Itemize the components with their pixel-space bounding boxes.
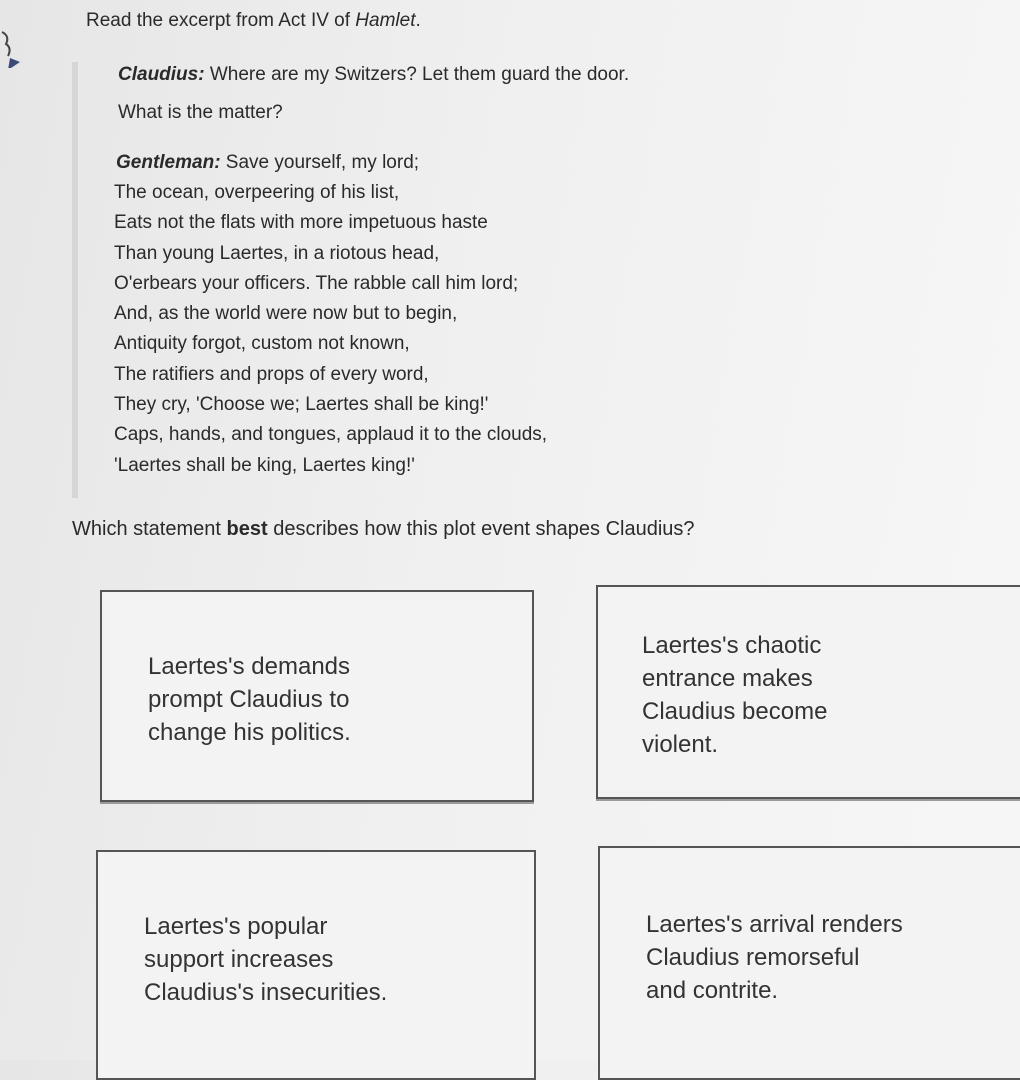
option-line: Laertes's chaotic [642,632,822,659]
answer-option-2[interactable] [596,585,1020,799]
option-line: Claudius's insecurities. [144,979,388,1006]
verse-line: They cry, 'Choose we; Laertes shall be king!' [114,394,489,416]
option-text [144,910,387,1009]
option-line: Laertes's popular [144,913,328,940]
work-title: Hamlet [355,10,416,31]
prompt-text [86,10,421,32]
verse-line: Antiquity forgot, custom not known, [114,333,410,355]
speaker-gentleman: Gentleman: [116,152,221,173]
prompt-prefix: Read the excerpt from Act IV of [86,10,356,31]
question-emphasis: best [226,518,268,540]
verse-line: The ratifiers and props of every word, [114,363,429,385]
prompt-suffix: . [415,10,421,31]
answer-option-3[interactable] [96,850,536,1080]
option-line: support increases [144,946,334,973]
gentleman-verse [114,178,547,481]
option-line: entrance makes [642,665,813,692]
option-line: Laertes's arrival renders [646,911,903,938]
verse-line: The ocean, overpeering of his list, [114,182,400,203]
answer-option-4[interactable] [598,846,1020,1080]
sidebar-arrow-icon [0,18,24,68]
option-text [646,908,903,1007]
option-line: and contrite. [646,977,779,1004]
question-prefix: Which statement [72,518,227,540]
claudius-text: Where are my Switzers? Let them guard the door. [204,64,630,85]
question-suffix: describes how this plot event shapes Claudius? [267,518,695,540]
verse-line: O'erbears your officers. The rabble call him lord; [114,272,519,294]
option-line: violent. [642,731,719,758]
gentleman-line-1 [116,152,419,174]
option-line: prompt Claudius to [148,686,350,713]
gentleman-first-text: Save yourself, my lord; [220,152,420,173]
verse-line: 'Laertes shall be king, Laertes king!' [114,454,415,476]
verse-line: Caps, hands, and tongues, applaud it to the clouds, [114,424,548,446]
claudius-line-2: What is the matter? [118,102,283,123]
option-text [642,629,827,761]
verse-line: Eats not the flats with more impetuous haste [114,212,488,234]
verse-line: And, as the world were now but to begin, [114,303,458,325]
question-text [72,518,695,541]
option-line: Claudius become [642,698,828,725]
option-line: Laertes's demands [148,653,351,680]
answer-option-1[interactable] [100,590,534,802]
speaker-claudius: Claudius: [118,64,205,85]
claudius-line-1 [118,64,629,86]
option-line: change his politics. [148,719,351,746]
verse-line: Than young Laertes, in a riotous head, [114,242,440,264]
option-line: Claudius remorseful [646,944,860,971]
option-text [148,650,351,749]
